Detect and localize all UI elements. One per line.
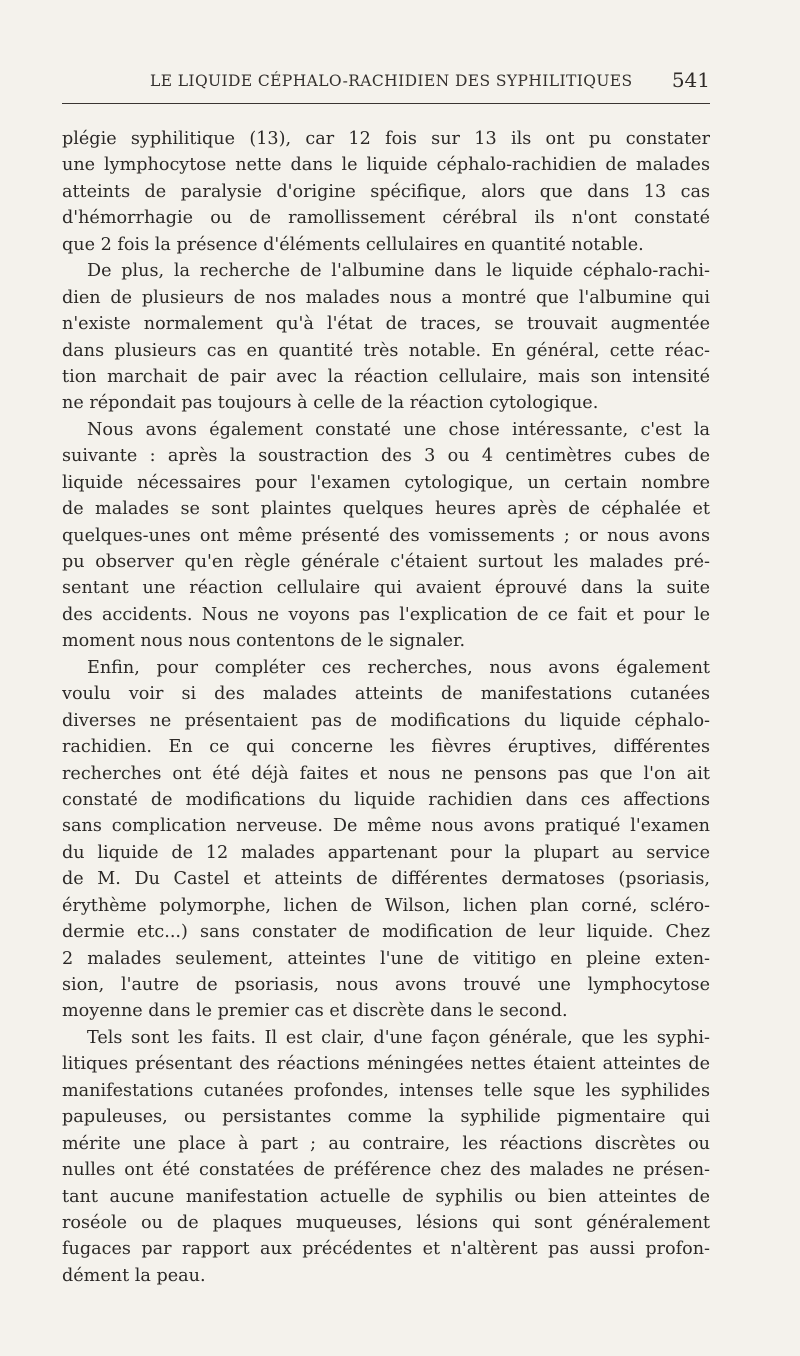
text-line: érythème polymorphe, lichen de Wilson, lichen plan corné, scléro-	[62, 895, 710, 916]
text-line: que 2 fois la présence d'éléments cellulaires en quantité notable.	[62, 234, 644, 255]
text-line: suivante : après la soustraction des 3 ou 4 centimètres cubes de	[62, 446, 710, 467]
text-line: Enfin, pour compléter ces recherches, nous avons également	[87, 657, 710, 678]
paragraph	[62, 655, 710, 1025]
text-line: rachidien. En ce qui concerne les fièvres éruptives, différentes	[62, 737, 710, 758]
text-line: de malades se sont plaintes quelques heures après de céphalée et	[62, 499, 710, 520]
text-line: recherches ont été déjà faites et nous ne pensons pas que l'on ait	[62, 763, 710, 784]
text-line: mérite une place à part ; au contraire, les réactions discrètes ou	[62, 1133, 710, 1154]
text-line: une lymphocytose nette dans le liquide céphalo-rachidien de malades	[62, 155, 710, 176]
text-line: plégie syphilitique (13), car 12 fois sur 13 ils ont pu constater	[62, 129, 710, 149]
text-line: dément la peau.	[62, 1265, 206, 1286]
text-line: diverses ne présentaient pas de modifications du liquide céphalo-	[62, 710, 710, 731]
running-header	[62, 66, 710, 96]
text-line: dermie etc...) sans constater de modification de leur liquide. Chez	[62, 922, 710, 943]
text-line: des accidents. Nous ne voyons pas l'explication de ce fait et pour le	[62, 604, 710, 625]
text-line: atteints de paralysie d'origine spécifique, alors que dans 13 cas	[62, 181, 710, 202]
text-line: tion marchait de pair avec la réaction cellulaire, mais son intensité	[62, 366, 710, 387]
text-line: voulu voir si des malades atteints de manifestations cutanées	[62, 684, 710, 705]
text-line: manifestations cutanées profondes, intenses telle sque les syphilides	[62, 1080, 710, 1101]
text-line: dien de plusieurs de nos malades nous a montré que l'albumine qui	[62, 287, 710, 308]
paragraph	[62, 258, 710, 417]
text-line: roséole ou de plaques muqueuses, lésions qui sont généralement	[62, 1212, 710, 1233]
text-line: sans complication nerveuse. De même nous avons pratiqué l'examen	[62, 816, 710, 837]
running-title: LE LIQUIDE CÉPHALO-RACHIDIEN DES SYPHILITIQUES	[150, 72, 633, 90]
text-line: pu observer qu'en règle générale c'étaient surtout les malades pré-	[62, 552, 710, 572]
header-rule	[62, 103, 710, 104]
text-line: constaté de modifications du liquide rachidien dans ces affections	[62, 789, 710, 810]
text-line: quelques-unes ont même présenté des vomissements ; or nous avons	[62, 525, 710, 546]
text-line: fugaces par rapport aux précédentes et n'altèrent pas aussi profon-	[62, 1239, 710, 1260]
text-line: d'hémorrhagie ou de ramollissement cérébral ils n'ont constaté	[62, 208, 710, 229]
text-line: dans plusieurs cas en quantité très notable. En général, cette réac-	[62, 340, 710, 361]
text-line: liquide nécessaires pour l'examen cytologique, un certain nombre	[62, 472, 710, 493]
page-number: 541	[671, 68, 710, 92]
text-line: Nous avons également constaté une chose intéressante, c'est la	[87, 419, 710, 440]
paragraph	[62, 1025, 710, 1289]
text-line: Tels sont les faits. Il est clair, d'une façon générale, que les syphi-	[87, 1027, 710, 1048]
text-line: sion, l'autre de psoriasis, nous avons trouvé une lymphocytose	[62, 975, 710, 995]
text-line: tant aucune manifestation actuelle de syphilis ou bien atteintes de	[62, 1186, 710, 1207]
text-line: sentant une réaction cellulaire qui avaient éprouvé dans la suite	[62, 578, 710, 599]
text-line: papuleuses, ou persistantes comme la syphilide pigmentaire qui	[62, 1107, 710, 1128]
text-line: nulles ont été constatées de préférence chez des malades ne présen-	[62, 1160, 710, 1181]
text-line: litiques présentant des réactions méningées nettes étaient atteintes de	[62, 1054, 710, 1075]
text-line: ne répondait pas toujours à celle de la réaction cytologique.	[62, 393, 599, 414]
paragraph	[62, 126, 710, 258]
text-line: de M. Du Castel et atteints de différentes dermatoses (psoriasis,	[62, 869, 710, 890]
text-line: 2 malades seulement, atteintes l'une de vititigo en pleine exten-	[62, 948, 710, 969]
text-line: n'existe normalement qu'à l'état de traces, se trouvait augmentée	[62, 314, 710, 335]
text-line: du liquide de 12 malades appartenant pour la plupart au service	[62, 842, 710, 863]
paragraph	[62, 417, 710, 655]
body-text	[62, 126, 710, 1289]
text-line: De plus, la recherche de l'albumine dans le liquide céphalo-rachi-	[87, 261, 710, 282]
text-line: moment nous nous contentons de le signaler.	[62, 631, 466, 652]
text-line: moyenne dans le premier cas et discrète dans le second.	[62, 1001, 568, 1022]
